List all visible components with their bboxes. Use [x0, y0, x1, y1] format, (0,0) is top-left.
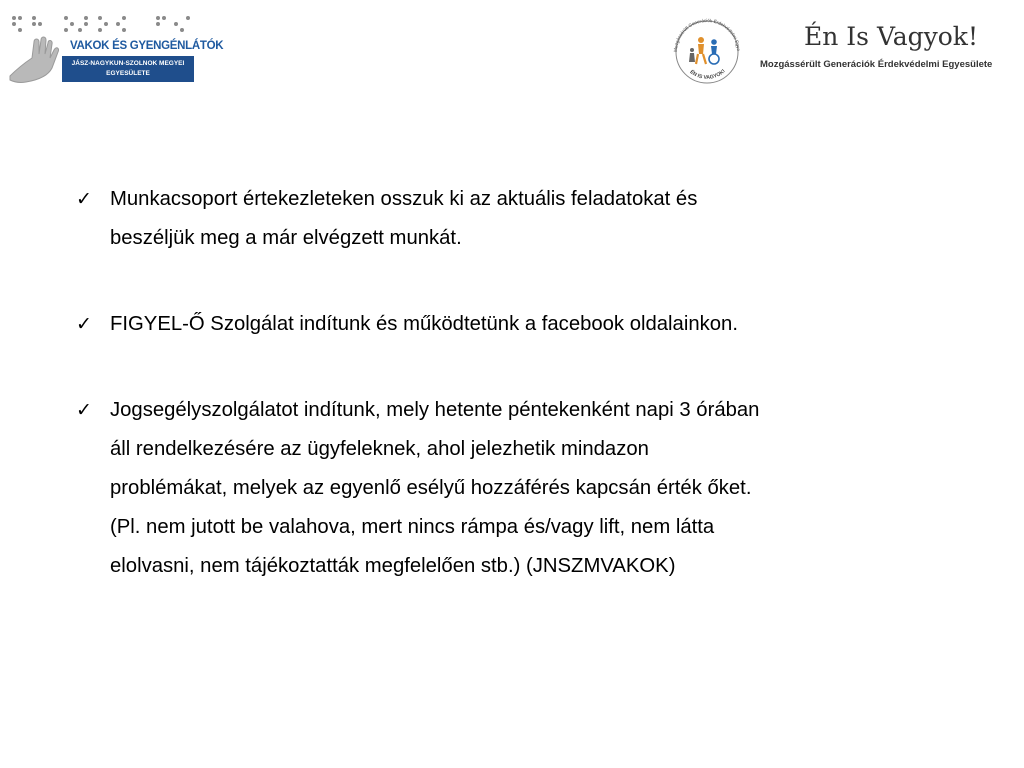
- seal-text-top: Mozgássérült Generációk Érdekvédelmi Egye: [672, 18, 742, 53]
- bullet-line: problémákat, melyek az egyenlő esélyű hozzáférés kapcsán érték őket.: [110, 477, 752, 499]
- en-is-vagyok-logo: [668, 18, 1020, 84]
- bullet-line: Munkacsoport értekezleteken osszuk ki az aktuális feladatokat és: [110, 188, 698, 210]
- bullet-list: [70, 180, 950, 586]
- seal-text-bottom: ÉN IS VAGYOK!: [688, 68, 727, 81]
- association-seal-icon: [668, 18, 746, 84]
- check-icon: ✓: [76, 314, 92, 335]
- bullet-line: (Pl. nem jutott be valahova, mert nincs rámpa és/vagy lift, nem látta: [110, 516, 715, 538]
- vakok-logo-subtitle-line2: EGYESÜLETE: [106, 70, 150, 77]
- vakok-logo-banner: [62, 56, 194, 82]
- bullet-line: áll rendelkezésére az ügyfeleknek, ahol jelezhetik mindazon: [110, 438, 649, 460]
- vakok-logo-title: VAKOK ÉS GYENGÉNLÁTÓK: [70, 40, 224, 52]
- bullet-line: elolvasni, nem tájékoztatták megfelelően stb.) (JNSZMVAKOK): [110, 555, 676, 577]
- bullet-item: [70, 391, 950, 586]
- en-is-vagyok-subtitle: Mozgássérült Generációk Érdekvédelmi Egyesülete: [760, 59, 993, 70]
- bullet-line: beszéljük meg a már elvégzett munkát.: [110, 227, 462, 249]
- bullet-line: FIGYEL-Ő Szolgálat indítunk és működtetünk a facebook oldalainkon.: [110, 313, 738, 335]
- en-is-vagyok-title: Én Is Vagyok!: [804, 22, 978, 51]
- vakok-logo: [8, 14, 224, 84]
- check-icon: ✓: [76, 189, 92, 210]
- bullet-item: [70, 180, 950, 258]
- check-icon: ✓: [76, 400, 92, 421]
- vakok-logo-subtitle-line1: JÁSZ-NAGYKUN-SZOLNOK MEGYEI: [71, 60, 185, 67]
- bullet-line: Jogsegélyszolgálatot indítunk, mely hetente péntekenként napi 3 órában: [110, 399, 760, 421]
- bullet-item: [70, 305, 950, 344]
